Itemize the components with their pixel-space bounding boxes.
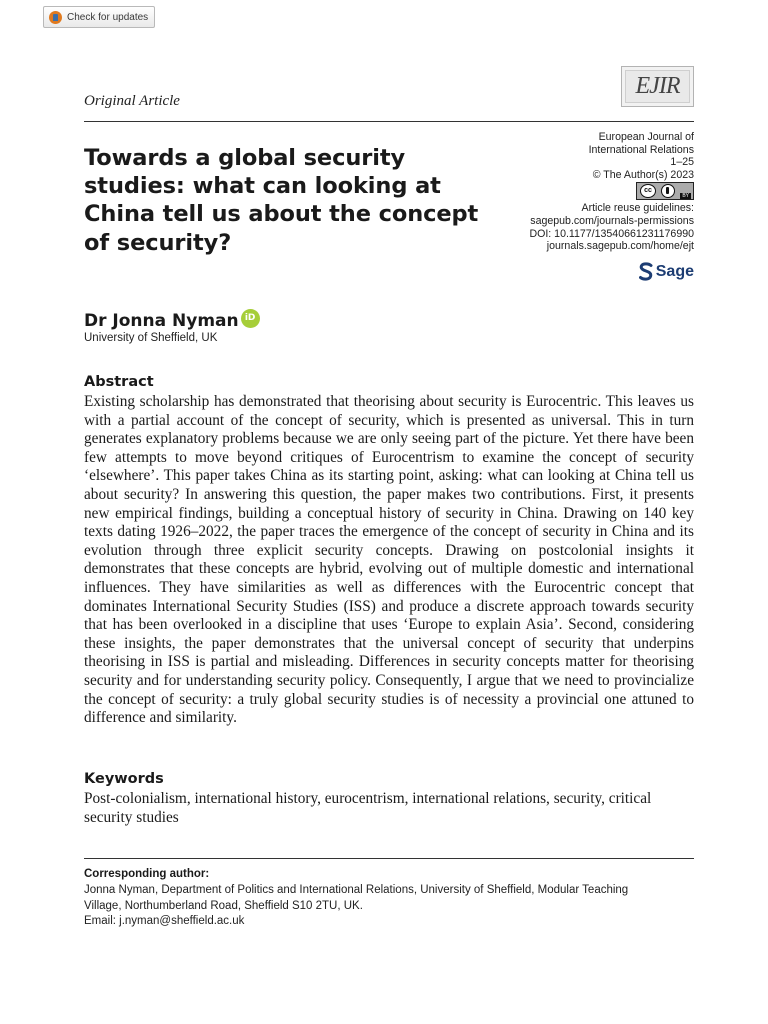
author-affiliation: University of Sheffield, UK: [84, 332, 218, 344]
reuse-guidelines-link[interactable]: sagepub.com/journals-permissions: [530, 214, 694, 227]
reuse-guidelines-label: Article reuse guidelines:: [581, 202, 694, 215]
article-metadata: [494, 131, 694, 253]
keywords-heading: Keywords: [84, 771, 164, 787]
journal-name-line2: International Relations: [588, 143, 694, 156]
crossmark-icon: [49, 11, 62, 24]
keywords-text: Post-colonialism, international history, eurocentrism, international relations, security, critical security studies: [84, 790, 652, 826]
abstract-heading: Abstract: [84, 374, 154, 390]
cc-by-license-badge[interactable]: [494, 181, 694, 202]
check-for-updates-button[interactable]: [43, 6, 155, 28]
cc-by-icon: cc BY: [636, 182, 694, 200]
corresponding-address-line1: Jonna Nyman, Department of Politics and International Relations, University of Sheffield, Modular Teaching: [84, 884, 629, 896]
corresponding-email[interactable]: Email: j.nyman@sheffield.ac.uk: [84, 915, 245, 927]
article-title: Towards a global security studies: what can looking at China tell us about the concept of security?: [84, 145, 479, 256]
sage-wordmark: Sage: [655, 262, 694, 280]
author-name-block: [84, 311, 260, 331]
journal-name-line1: European Journal of: [598, 131, 694, 143]
sage-publisher-logo[interactable]: [639, 262, 694, 281]
header-rule: [84, 121, 694, 122]
footnote-rule: [84, 858, 694, 859]
corresponding-address-line2: Village, Northumberland Road, Sheffield S10 2TU, UK.: [84, 899, 363, 912]
sage-s-icon: [639, 262, 653, 281]
journal-logo: [621, 66, 694, 107]
orcid-icon[interactable]: iD: [241, 309, 260, 328]
doi[interactable]: DOI: 10.1177/13540661231176990: [529, 227, 694, 240]
article-type: Original Article: [84, 93, 180, 109]
copyright: © The Author(s) 2023: [592, 168, 694, 181]
page-range: 1–25: [670, 156, 694, 169]
corresponding-author-details: [84, 883, 699, 930]
journal-url-link[interactable]: journals.sagepub.com/home/ejt: [546, 240, 694, 253]
journal-logo-text: EJIR: [625, 70, 690, 103]
corresponding-author-heading: Corresponding author:: [84, 868, 210, 880]
check-for-updates-label: Check for updates: [67, 11, 149, 23]
author-name: Dr Jonna Nyman: [84, 311, 239, 331]
abstract-text: Existing scholarship has demonstrated that theorising about security is Eurocentric. This leaves us with a partial account of the concept of security, which is presented as universal. This in turn generates explanatory problems because we are only seeing part of the picture. Yet there have been few attempts to move beyond critiques of Eurocentrism to examine the concept of security ‘elsewhere’. This paper takes China as its starting point, asking: what can looking at China tell us about security? In answering this question, the paper makes two contributions. First, it presents new empirical findings, building a conceptual history of security in China. Drawing on 140 key texts dating 1926–2022, the paper traces the emergence of the concept of security in China and its evolution through three explicit security concepts. Drawing on postcolonial insights it demonstrates that these concepts are hybrid, evolving out of multiple domestic and international influences. They have similarities as well as differences with the Eurocentric concept that dominates International Security Studies (ISS) and produce a discrete approach towards security that has been overlooked in a discipline that uses ‘Europe to explain Asia’. Second, considering these insights, the paper demonstrates that the universal concept of security that underpins theorising in ISS is partial and misleading. Differences in security concepts matter for theorising security and for understanding security policy. Consequently, I argue that we need to provincialize the concept of security: a truly global security studies is of necessity a provincial one attuned to difference and similarity.: [84, 393, 694, 727]
